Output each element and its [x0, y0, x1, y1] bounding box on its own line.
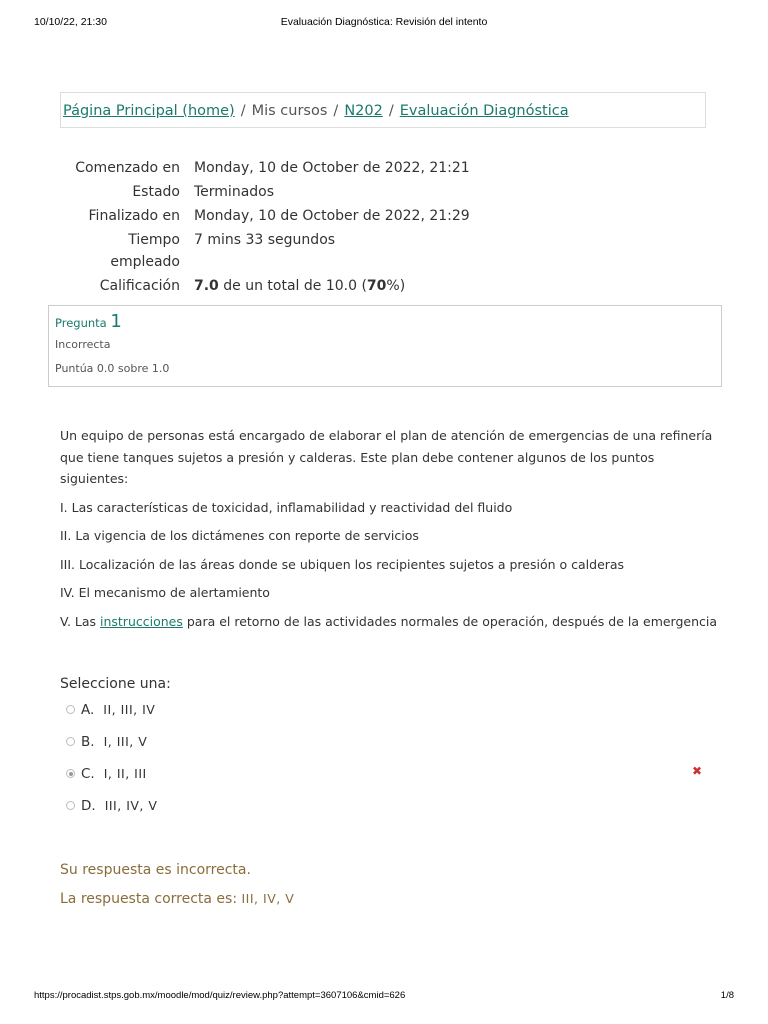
summary-time-row: [60, 229, 720, 273]
grade-label: Calificación: [99, 278, 180, 294]
breadcrumb-separator: /: [333, 103, 339, 119]
print-page-number: 1/8: [720, 990, 734, 1001]
summary-started-row: [60, 157, 720, 179]
option-text: I, III, V: [103, 734, 148, 749]
summary-state-row: [60, 181, 720, 203]
option-text: I, II, III: [103, 766, 147, 781]
question-text: [60, 425, 720, 639]
breadcrumb-home-link[interactable]: Página Principal (home): [63, 103, 235, 119]
item5-after: para el retorno de las actividades normales de operación, después de la emergencia: [182, 613, 718, 629]
breadcrumb-separator: /: [388, 103, 394, 119]
question-item: II. La vigencia de los dictámenes con reporte de servicios: [60, 528, 419, 543]
option-letter: C.: [81, 766, 95, 782]
breadcrumb: [60, 92, 706, 128]
option-text: III, IV, V: [104, 798, 158, 813]
print-url: https://procadist.stps.gob.mx/moodle/mod/quiz/review.php?attempt=3607106&cmid=626: [34, 990, 406, 1001]
summary-finished-row: [60, 205, 720, 227]
select-one-prompt: Seleccione una:: [60, 676, 171, 692]
instrucciones-link[interactable]: instrucciones: [100, 613, 183, 629]
option-letter: A.: [81, 702, 95, 718]
radio-button[interactable]: [66, 801, 75, 810]
answer-options: [66, 702, 716, 830]
question-item: III. Localización de las áreas donde se ubiquen los recipientes sujetos a presión o calderas: [60, 556, 625, 572]
state-value: Terminados: [194, 184, 275, 200]
time-value: 7 mins 33 segundos: [194, 232, 336, 248]
finished-label: Finalizado en: [88, 208, 180, 224]
breadcrumb-course-link[interactable]: N202: [344, 103, 383, 119]
question-intro: Un equipo de personas está encargado de elaborar el plan de atención de emergencias de una refinería que tiene tanques sujetos a presión y calderas. Este plan debe contener algunos de los puntos siguientes:: [60, 428, 713, 486]
question-number: 1: [110, 311, 122, 332]
answer-option-a[interactable]: [66, 702, 716, 734]
option-letter: B.: [81, 734, 95, 750]
radio-button[interactable]: [66, 705, 75, 714]
feedback-correct-answer: [60, 889, 294, 909]
radio-button-selected[interactable]: [66, 769, 75, 778]
grade-end: %): [386, 278, 406, 294]
item5-before: V. Las: [60, 613, 100, 629]
answer-option-c[interactable]: [66, 766, 716, 798]
print-footer: [34, 990, 734, 1004]
grade-mid: de un total de 10.0 (: [218, 278, 367, 294]
print-title: Evaluación Diagnóstica: Revisión del intento: [280, 16, 488, 28]
breadcrumb-my-courses: Mis cursos: [251, 103, 328, 119]
question-number-row: [55, 312, 715, 333]
time-label: [60, 229, 194, 273]
answer-option-d[interactable]: [66, 798, 716, 830]
grade-score: 7.0: [194, 278, 219, 294]
started-value: Monday, 10 de October de 2022, 21:21: [194, 160, 470, 176]
print-header: [34, 16, 734, 32]
question-points: Puntúa 0.0 sobre 1.0: [55, 362, 170, 375]
correct-answer-value: III, IV, V: [241, 891, 295, 906]
question-item: I. Las características de toxicidad, inflamabilidad y reactividad del fluido: [60, 499, 513, 515]
correct-answer-label: La respuesta correcta es:: [60, 891, 242, 907]
question-item: [60, 611, 720, 633]
attempt-summary: [60, 157, 720, 299]
question-status: Incorrecta: [55, 338, 111, 351]
finished-value: Monday, 10 de October de 2022, 21:29: [194, 208, 470, 224]
state-label: Estado: [132, 184, 180, 200]
feedback-incorrect: Su respuesta es incorrecta.: [60, 862, 251, 878]
question-label: Pregunta: [55, 316, 107, 330]
time-label-line-2: empleado: [110, 254, 180, 270]
question-info-box: [48, 305, 722, 387]
answer-option-b[interactable]: [66, 734, 716, 766]
question-item: IV. El mecanismo de alertamiento: [60, 585, 270, 600]
option-letter: D.: [81, 798, 96, 814]
breadcrumb-separator: /: [240, 103, 246, 119]
option-text: II, III, IV: [103, 702, 156, 717]
time-label-line-1: Tiempo: [128, 232, 180, 248]
radio-button[interactable]: [66, 737, 75, 746]
print-datetime: 10/10/22, 21:30: [34, 16, 107, 28]
incorrect-x-icon: ✖: [692, 764, 703, 778]
feedback: [60, 860, 294, 909]
breadcrumb-quiz-link[interactable]: Evaluación Diagnóstica: [399, 103, 569, 119]
started-label: Comenzado en: [75, 160, 180, 176]
grade-percent: 70: [366, 278, 387, 294]
summary-grade-row: [60, 275, 720, 297]
grade-value: [194, 275, 405, 297]
